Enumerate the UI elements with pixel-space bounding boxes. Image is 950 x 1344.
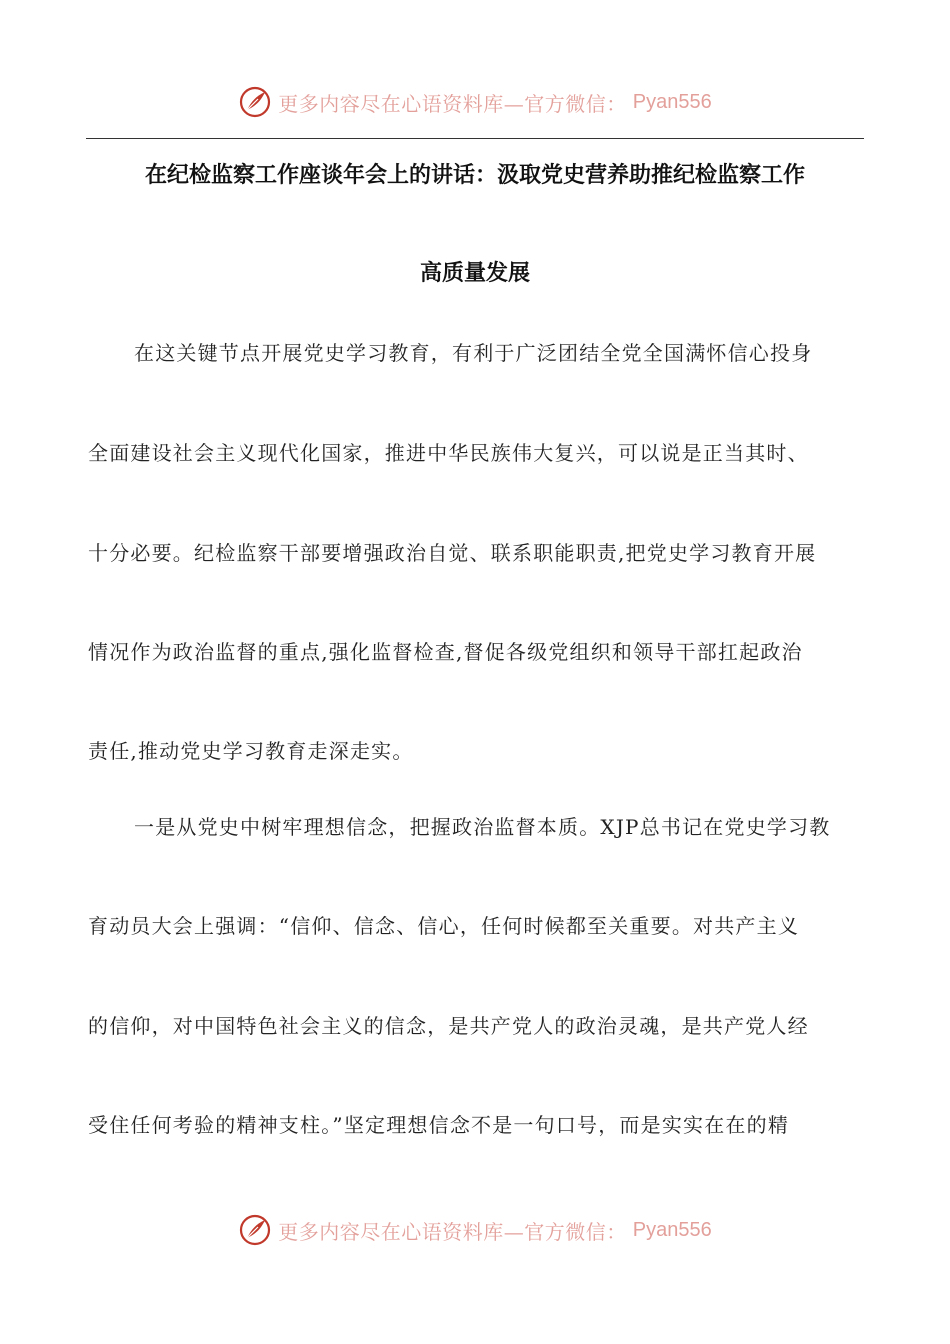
footer-watermark: [0, 1210, 950, 1250]
body-line-5: 责任,推动党史学习教育走深走实。: [88, 739, 414, 763]
body-line-4: 情况作为政治监督的重点,强化监督检查,督促各级党组织和领导干部扛起政治: [88, 640, 803, 664]
header-rule: [86, 138, 864, 139]
body-line-8: 的信仰，对中国特色社会主义的信念，是共产党人的政治灵魂，是共产党人经: [88, 1014, 809, 1038]
body-line-7: 育动员大会上强调：“信仰、信念、信心，任何时候都至关重要。对共产主义: [88, 914, 800, 938]
feather-quill-icon: [238, 1213, 272, 1247]
watermark-wechat-id: Pyan556: [632, 90, 712, 113]
document-title-line-2: 高质量发展: [419, 261, 530, 286]
feather-quill-icon: [238, 85, 272, 119]
watermark-text: 更多内容尽在心语资料库—官方微信：: [278, 91, 627, 116]
header-watermark: [0, 82, 950, 122]
body-line-2: 全面建设社会主义现代化国家，推进中华民族伟大复兴，可以说是正当其时、: [88, 441, 809, 465]
watermark-wechat-id: Pyan556: [632, 1218, 712, 1241]
document-title-line-1: 在纪检监察工作座谈年会上的讲话：汲取党史营养助推纪检监察工作: [144, 163, 805, 188]
body-line-6: 一是从党史中树牢理想信念，把握政治监督本质。XJP总书记在党史学习教: [134, 815, 831, 839]
body-line-9: 受住任何考验的精神支柱。”坚定理想信念不是一句口号，而是实实在在的精: [88, 1113, 790, 1137]
watermark-text: 更多内容尽在心语资料库—官方微信：: [278, 1219, 627, 1244]
body-line-1: 在这关键节点开展党史学习教育，有利于广泛团结全党全国满怀信心投身: [134, 341, 813, 365]
body-line-3: 十分必要。纪检监察干部要增强政治自觉、联系职能职责,把党史学习教育开展: [88, 541, 817, 565]
